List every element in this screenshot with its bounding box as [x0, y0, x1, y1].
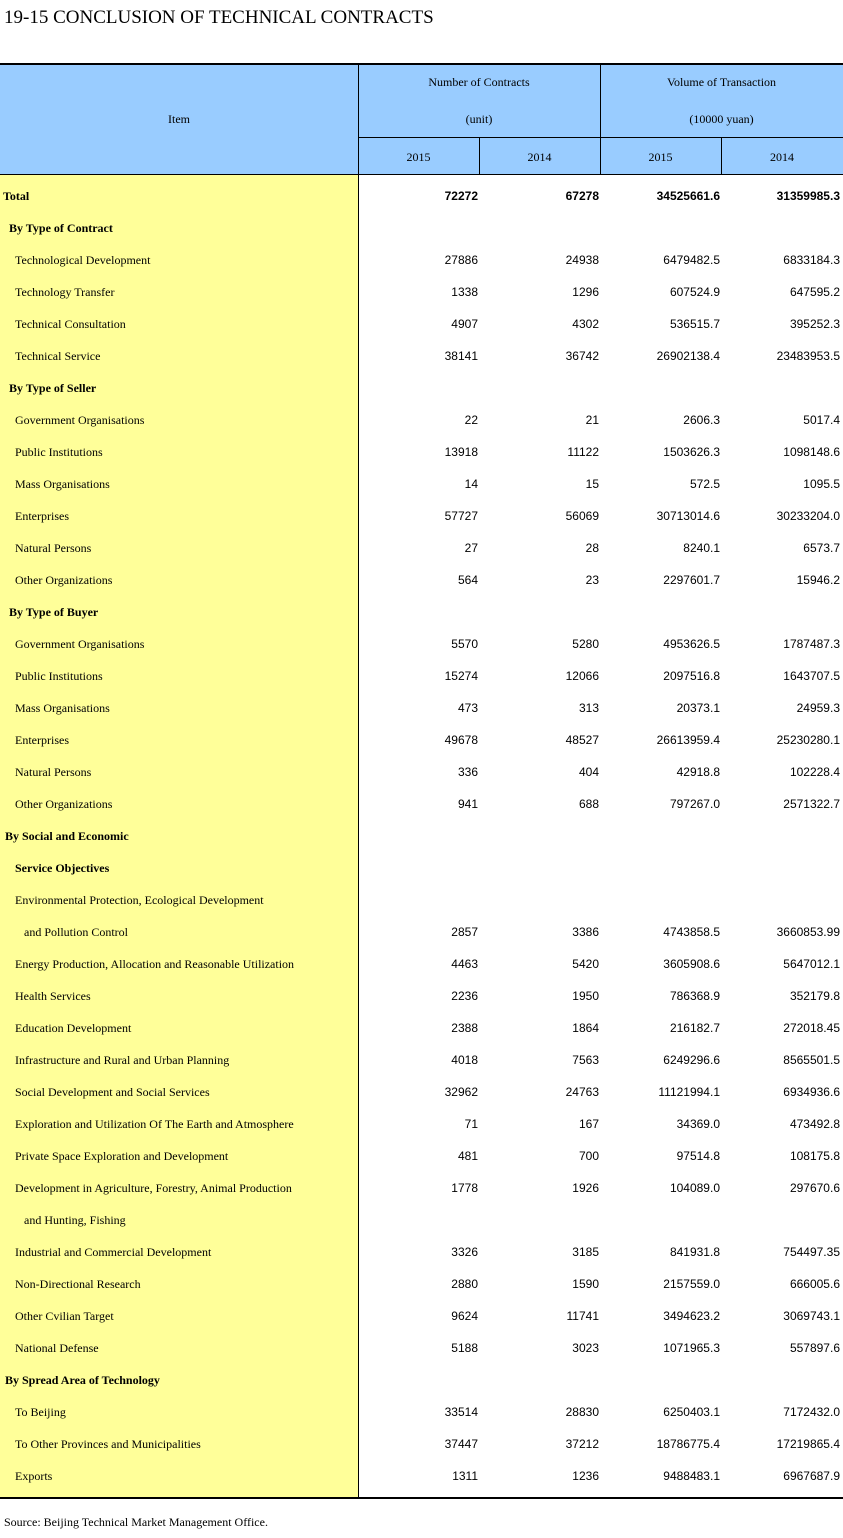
contracts-2014-cell: 12066 — [565, 669, 599, 683]
row-label: Service Objectives — [15, 861, 110, 875]
contracts-table — [0, 63, 843, 1500]
table-row — [0, 372, 843, 404]
contracts-2015-cell: 1311 — [452, 1469, 478, 1483]
contracts-2014-cell — [479, 1204, 599, 1236]
table-top-rule — [0, 63, 843, 65]
row-label: Government Organisations — [15, 637, 145, 651]
contracts-2014-cell: 1950 — [572, 989, 599, 1003]
source-note: Source: Beijing Technical Market Management Office. — [4, 1515, 268, 1529]
volume-2014-cell: 352179.8 — [789, 989, 840, 1003]
table-row — [0, 884, 843, 916]
volume-2015-cell: 6479482.5 — [663, 253, 720, 267]
contracts-2014-cell: 7563 — [572, 1053, 599, 1067]
volume-2015-cell: 6249296.6 — [663, 1053, 720, 1067]
contracts-2014-cell: 5420 — [572, 957, 599, 971]
table-row — [0, 1108, 843, 1140]
volume-2015-cell: 216182.7 — [669, 1021, 720, 1035]
contracts-2014-cell — [479, 820, 599, 852]
row-label: Social Development and Social Services — [15, 1085, 210, 1099]
row-label: Technical Consultation — [15, 317, 126, 331]
table-row — [0, 1140, 843, 1172]
volume-2015-cell: 2157559.0 — [663, 1277, 720, 1291]
volume-2015-cell: 2606.3 — [683, 413, 720, 427]
contracts-2015-cell: 13918 — [444, 445, 478, 459]
volume-2014-cell: 8565501.5 — [783, 1053, 840, 1067]
contracts-2014-cell: 1236 — [572, 1469, 599, 1483]
row-label: Environmental Protection, Ecological Development — [15, 893, 264, 907]
volume-2014-cell: 3069743.1 — [783, 1309, 840, 1323]
table-row — [0, 660, 843, 692]
table-row — [0, 564, 843, 596]
header-item: Item — [168, 112, 190, 126]
header-contracts-unit: (unit) — [465, 112, 493, 126]
table-row — [0, 500, 843, 532]
contracts-2015-cell — [358, 596, 478, 628]
row-label: Technology Transfer — [15, 285, 115, 299]
volume-2015-cell: 26613959.4 — [656, 733, 720, 747]
contracts-2015-cell: 37447 — [444, 1437, 478, 1451]
volume-2015-cell: 6250403.1 — [663, 1405, 720, 1419]
row-label: Enterprises — [15, 509, 69, 523]
volume-2015-cell: 9488483.1 — [663, 1469, 720, 1483]
volume-2014-cell: 24959.3 — [796, 701, 840, 715]
volume-2014-cell: 25230280.1 — [776, 733, 840, 747]
volume-2015-cell: 42918.8 — [676, 765, 720, 779]
row-label: Exploration and Utilization Of The Earth and Atmosphere — [15, 1117, 294, 1131]
contracts-2015-cell: 22 — [464, 413, 478, 427]
contracts-2015-cell: 9624 — [451, 1309, 478, 1323]
table-row — [0, 724, 843, 756]
volume-2015-cell: 607524.9 — [669, 285, 720, 299]
volume-2015-cell: 572.5 — [689, 477, 720, 491]
contracts-2015-cell: 57727 — [444, 509, 478, 523]
row-label: Other Organizations — [15, 573, 113, 587]
page-title: 19-15 CONCLUSION OF TECHNICAL CONTRACTS — [4, 7, 434, 28]
contracts-2015-cell: 5188 — [451, 1341, 478, 1355]
volume-2014-cell: 108175.8 — [789, 1149, 840, 1163]
contracts-2014-cell: 1590 — [572, 1277, 599, 1291]
contracts-2015-cell — [358, 1204, 478, 1236]
row-label: By Type of Contract — [9, 221, 113, 235]
contracts-2014-cell: 688 — [578, 797, 599, 811]
row-label: Other Cvilian Target — [15, 1309, 114, 1323]
header-mid-rule — [358, 137, 843, 138]
contracts-2015-cell: 15274 — [444, 669, 478, 683]
table-row — [0, 340, 843, 372]
contracts-2015-cell: 2857 — [451, 925, 478, 939]
volume-2015-cell: 30713014.6 — [656, 509, 720, 523]
volume-2014-cell: 6934936.6 — [783, 1085, 840, 1099]
volume-2014-cell: 30233204.0 — [776, 509, 840, 523]
row-label: Mass Organisations — [15, 701, 110, 715]
volume-2015-cell: 1503626.3 — [663, 445, 720, 459]
volume-2014-cell: 395252.3 — [789, 317, 840, 331]
volume-2014-cell — [721, 1364, 840, 1396]
header-volume-title: Volume of Transaction — [666, 75, 777, 89]
table-row — [0, 404, 843, 436]
row-label: Public Institutions — [15, 445, 103, 459]
volume-2015-cell: 1071965.3 — [663, 1341, 720, 1355]
volume-2014-cell: 6967687.9 — [783, 1469, 840, 1483]
contracts-2014-cell: 3185 — [572, 1245, 599, 1259]
row-label: Education Development — [15, 1021, 132, 1035]
row-label: Technical Service — [15, 349, 101, 363]
volume-2015-cell: 26902138.4 — [656, 349, 720, 363]
table-row — [0, 1300, 843, 1332]
volume-2014-cell: 666005.6 — [789, 1277, 840, 1291]
volume-2015-cell: 2097516.8 — [663, 669, 720, 683]
contracts-2014-cell: 24763 — [565, 1085, 599, 1099]
volume-2015-cell — [600, 596, 720, 628]
contracts-2015-cell: 38141 — [444, 349, 478, 363]
volume-2015-cell: 97514.8 — [676, 1149, 720, 1163]
contracts-2014-cell: 1864 — [572, 1021, 599, 1035]
contracts-2014-cell: 37212 — [565, 1437, 599, 1451]
contracts-2014-cell: 36742 — [565, 349, 599, 363]
contracts-2014-cell: 21 — [585, 413, 599, 427]
table-row — [0, 1364, 843, 1396]
contracts-2015-cell: 4463 — [451, 957, 478, 971]
table-row — [0, 596, 843, 628]
volume-2015-cell: 3494623.2 — [663, 1309, 720, 1323]
row-label: Health Services — [15, 989, 91, 1003]
volume-2014-cell — [721, 596, 840, 628]
row-label: Industrial and Commercial Development — [15, 1245, 212, 1259]
row-label: Private Space Exploration and Development — [15, 1149, 229, 1163]
table-row — [0, 180, 843, 212]
contracts-2015-cell: 2236 — [451, 989, 478, 1003]
contracts-2014-cell: 24938 — [565, 253, 599, 267]
contracts-2015-cell: 336 — [457, 765, 478, 779]
volume-2015-cell: 4953626.5 — [663, 637, 720, 651]
volume-2015-cell: 4743858.5 — [663, 925, 720, 939]
row-label: Development in Agriculture, Forestry, Animal Production — [15, 1181, 292, 1195]
volume-2015-cell: 20373.1 — [676, 701, 720, 715]
row-label: Public Institutions — [15, 669, 103, 683]
volume-2014-cell: 31359985.3 — [776, 189, 840, 203]
volume-2014-cell: 3660853.99 — [776, 925, 840, 939]
volume-2014-cell: 557897.6 — [789, 1341, 840, 1355]
table-row — [0, 276, 843, 308]
volume-2014-cell: 1095.5 — [803, 477, 840, 491]
contracts-2014-cell: 15 — [585, 477, 599, 491]
row-label: and Hunting, Fishing — [24, 1213, 126, 1227]
contracts-2015-cell: 33514 — [444, 1405, 478, 1419]
volume-2014-cell: 1098148.6 — [783, 445, 840, 459]
contracts-2014-cell: 313 — [578, 701, 599, 715]
row-label: Natural Persons — [15, 541, 92, 555]
volume-2015-cell — [600, 1204, 720, 1236]
header-year-volume-2014: 2014 — [770, 150, 794, 164]
contracts-2015-cell: 32962 — [444, 1085, 478, 1099]
volume-2015-cell: 8240.1 — [683, 541, 720, 555]
table-row — [0, 1076, 843, 1108]
contracts-2014-cell: 28 — [585, 541, 599, 555]
volume-2014-cell: 2571322.7 — [783, 797, 840, 811]
contracts-2014-cell — [479, 852, 599, 884]
table-row — [0, 788, 843, 820]
table-row — [0, 1012, 843, 1044]
volume-2014-cell: 15946.2 — [796, 573, 840, 587]
contracts-2014-cell: 67278 — [565, 189, 599, 203]
row-label: Technological Development — [15, 253, 151, 267]
volume-2015-cell: 786368.9 — [669, 989, 720, 1003]
row-label: National Defense — [15, 1341, 99, 1355]
table-row — [0, 916, 843, 948]
table-row — [0, 980, 843, 1012]
contracts-2014-cell: 3023 — [572, 1341, 599, 1355]
table-row — [0, 1428, 843, 1460]
row-label: To Beijing — [15, 1405, 66, 1419]
volume-2014-cell: 297670.6 — [789, 1181, 840, 1195]
contracts-2015-cell: 27 — [464, 541, 478, 555]
contracts-2014-cell — [479, 372, 599, 404]
table-row — [0, 308, 843, 340]
row-label: Energy Production, Allocation and Reasonable Utilization — [15, 957, 295, 971]
volume-2015-cell: 34525661.6 — [656, 189, 720, 203]
table-row — [0, 212, 843, 244]
volume-2014-cell: 6833184.3 — [783, 253, 840, 267]
contracts-2015-cell: 4907 — [451, 317, 478, 331]
contracts-2015-cell — [358, 884, 478, 916]
contracts-2015-cell: 27886 — [444, 253, 478, 267]
contracts-2015-cell: 1338 — [451, 285, 478, 299]
contracts-2015-cell: 3326 — [451, 1245, 478, 1259]
volume-2014-cell: 647595.2 — [789, 285, 840, 299]
contracts-2015-cell: 2880 — [451, 1277, 478, 1291]
contracts-2015-cell: 941 — [457, 797, 478, 811]
header-year-contracts-2015: 2015 — [406, 150, 431, 164]
volume-2015-cell: 11121994.1 — [658, 1085, 720, 1099]
table-row — [0, 628, 843, 660]
table-body — [0, 180, 843, 1492]
contracts-2014-cell: 700 — [578, 1149, 599, 1163]
table-row — [0, 692, 843, 724]
contracts-2014-cell: 56069 — [565, 509, 599, 523]
volume-2015-cell: 797267.0 — [669, 797, 720, 811]
contracts-2015-cell — [358, 1364, 478, 1396]
contracts-2014-cell: 1296 — [572, 285, 599, 299]
row-label: By Social and Economic — [5, 829, 129, 843]
table-row — [0, 948, 843, 980]
contracts-2015-cell — [358, 212, 478, 244]
table-row — [0, 1204, 843, 1236]
volume-2014-cell — [721, 820, 840, 852]
contracts-2014-cell: 404 — [578, 765, 599, 779]
table-row — [0, 1332, 843, 1364]
header-contracts-title: Number of Contracts — [428, 75, 530, 89]
volume-2015-cell — [600, 884, 720, 916]
volume-2015-cell: 841931.8 — [669, 1245, 720, 1259]
table-row — [0, 1172, 843, 1204]
volume-2015-cell: 104089.0 — [669, 1181, 720, 1195]
volume-2014-cell — [721, 852, 840, 884]
contracts-2014-cell — [479, 212, 599, 244]
contracts-2014-cell: 11122 — [567, 445, 599, 459]
contracts-2015-cell: 564 — [457, 573, 478, 587]
header-bottom-rule — [0, 174, 843, 175]
contracts-2015-cell: 481 — [457, 1149, 478, 1163]
volume-2014-cell: 7172432.0 — [783, 1405, 840, 1419]
row-label: Infrastructure and Rural and Urban Planning — [15, 1053, 230, 1067]
contracts-2015-cell: 5570 — [451, 637, 478, 651]
row-label: Non-Directional Research — [15, 1277, 141, 1291]
volume-2014-cell: 23483953.5 — [776, 349, 840, 363]
header-year-contracts-2014: 2014 — [527, 150, 552, 164]
table-row — [0, 244, 843, 276]
volume-2014-cell: 17219865.4 — [776, 1437, 840, 1451]
volume-2014-cell — [721, 372, 840, 404]
row-label: By Spread Area of Technology — [5, 1373, 160, 1387]
contracts-2014-cell — [479, 884, 599, 916]
row-label: To Other Provinces and Municipalities — [15, 1437, 201, 1451]
contracts-2014-cell: 5280 — [572, 637, 599, 651]
header-year-volume-2015: 2015 — [648, 150, 673, 164]
row-label: Exports — [15, 1469, 53, 1483]
contracts-2015-cell: 473 — [457, 701, 478, 715]
contracts-2015-cell: 49678 — [444, 733, 478, 747]
volume-2014-cell: 473492.8 — [789, 1117, 840, 1131]
row-label: Other Organizations — [15, 797, 113, 811]
header-volume-unit: (10000 yuan) — [689, 112, 754, 126]
table-row — [0, 756, 843, 788]
volume-2014-cell: 272018.45 — [783, 1021, 840, 1035]
row-label: Government Organisations — [15, 413, 145, 427]
table-row — [0, 1460, 843, 1492]
contracts-2014-cell: 167 — [578, 1117, 599, 1131]
contracts-2014-cell: 28830 — [565, 1405, 599, 1419]
volume-2015-cell: 3605908.6 — [663, 957, 720, 971]
volume-2015-cell: 536515.7 — [669, 317, 720, 331]
table-row — [0, 1268, 843, 1300]
volume-2014-cell: 1643707.5 — [783, 669, 840, 683]
volume-2015-cell — [600, 852, 720, 884]
table-row — [0, 532, 843, 564]
contracts-2015-cell — [358, 852, 478, 884]
volume-2015-cell: 2297601.7 — [663, 573, 720, 587]
table-row — [0, 468, 843, 500]
contracts-2014-cell: 4302 — [572, 317, 599, 331]
volume-2014-cell: 5647012.1 — [783, 957, 840, 971]
row-label: Total — [3, 189, 30, 203]
contracts-2014-cell: 1926 — [572, 1181, 599, 1195]
contracts-2015-cell: 71 — [464, 1117, 478, 1131]
volume-2014-cell: 102228.4 — [789, 765, 840, 779]
row-label: Natural Persons — [15, 765, 92, 779]
table-row — [0, 852, 843, 884]
volume-2014-cell — [721, 1204, 840, 1236]
volume-2015-cell: 34369.0 — [676, 1117, 720, 1131]
table-row — [0, 1236, 843, 1268]
row-label: Mass Organisations — [15, 477, 110, 491]
volume-2015-cell — [600, 1364, 720, 1396]
contracts-2015-cell: 1778 — [451, 1181, 478, 1195]
volume-2014-cell: 5017.4 — [803, 413, 840, 427]
volume-2015-cell — [600, 212, 720, 244]
table-row — [0, 1396, 843, 1428]
contracts-2014-cell — [479, 596, 599, 628]
row-label: and Pollution Control — [24, 925, 129, 939]
table-row — [0, 820, 843, 852]
row-label: Enterprises — [15, 733, 69, 747]
table-bottom-rule — [0, 1497, 843, 1499]
contracts-2014-cell — [479, 1364, 599, 1396]
contracts-2014-cell: 48527 — [565, 733, 599, 747]
contracts-2014-cell: 3386 — [572, 925, 599, 939]
contracts-2014-cell: 23 — [585, 573, 599, 587]
volume-2015-cell — [600, 372, 720, 404]
volume-2014-cell — [721, 212, 840, 244]
contracts-2015-cell — [358, 372, 478, 404]
contracts-2015-cell: 14 — [464, 477, 478, 491]
volume-2014-cell: 754497.35 — [783, 1245, 840, 1259]
contracts-2015-cell: 2388 — [451, 1021, 478, 1035]
contracts-2014-cell: 11741 — [566, 1309, 599, 1323]
volume-2014-cell — [721, 884, 840, 916]
row-label: By Type of Seller — [9, 381, 97, 395]
volume-2015-cell: 18786775.4 — [656, 1437, 720, 1451]
volume-2015-cell — [600, 820, 720, 852]
volume-2014-cell: 1787487.3 — [783, 637, 840, 651]
table-row — [0, 436, 843, 468]
volume-2014-cell: 6573.7 — [803, 541, 840, 555]
table-row — [0, 1044, 843, 1076]
contracts-2015-cell: 4018 — [451, 1053, 478, 1067]
row-label: By Type of Buyer — [9, 605, 99, 619]
contracts-2015-cell: 72272 — [444, 189, 478, 203]
contracts-2015-cell — [358, 820, 478, 852]
